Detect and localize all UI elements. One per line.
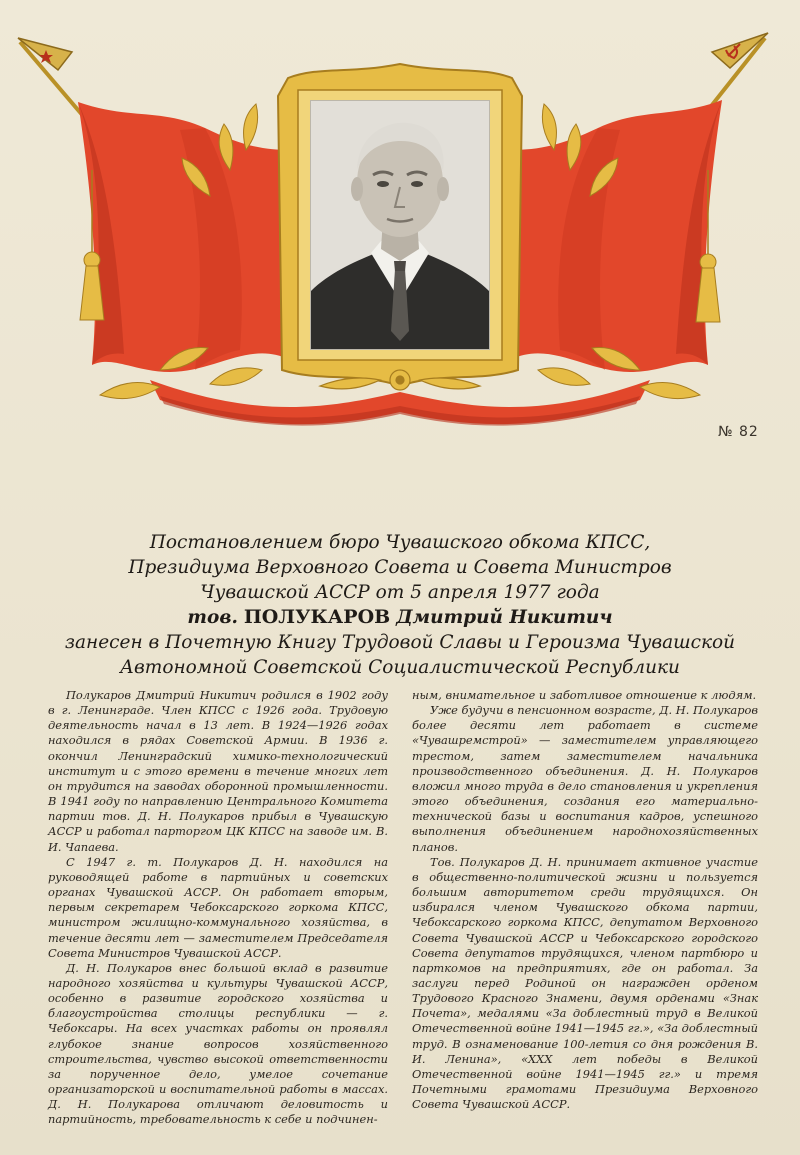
heading-line-1: Постановлением бюро Чувашского обкома КПСС, xyxy=(149,532,651,553)
heading-line-2: Президиума Верховного Совета и Совета Министров xyxy=(128,557,672,578)
bio-paragraph: Уже будучи в пенсионном возрасте, Д. Н. Полукаров более десяти лет работает в системе «Чувашремстрой» — заместителем управляющего трестом, затем заместителем начальника производственного объединения. Д. Н. Полукаров вложил много труда в дело становления и укрепления этого объединения, создания его материально-технической базы и воспитания кадров, успешного выполнения объединением народнохозяйственных планов. xyxy=(412,703,758,854)
honoree-title: тов. xyxy=(187,607,238,628)
honoree-name-line xyxy=(40,605,760,630)
biography-column-right xyxy=(412,688,758,1112)
honoree-given-names: Дмитрий Никитич xyxy=(396,607,613,628)
honoree-surname: ПОЛУКАРОВ xyxy=(243,606,391,628)
sheet-number: № 82 xyxy=(718,424,759,440)
bio-paragraph: Полукаров Дмитрий Никитич родился в 1902 году в г. Ленинграде. Член КПСС с 1926 года. Трудовую деятельность начал в 13 лет. В 1924—1926 годах находился в рядах Советской Армии. В 1936 г. окончил Ленинградский химико-технологический институт и с этого времени в течение многих лет он трудится на заводах оборонной промышленности. В 1941 году по направлению Центрального Комитета партии тов. Д. Н. Полукаров прибыл в Чувашскую АССР и работал парторгом ЦК КПСС на заводе им. В. И. Чапаева. xyxy=(48,688,388,854)
heading-line-3: Чувашской АССР от 5 апреля 1977 года xyxy=(200,582,600,603)
bio-paragraph: Д. Н. Полукаров внес большой вклад в развитие народного хозяйства и культуры Чувашской АССР, особенно в развитие городского хозяйства и благоустройства столицы республики — г. Чебоксары. На всех участках работы он проявлял глубокое знание вопросов хозяйственного строительства, чувство высокой ответственности за порученное дело, умелое сочетание организаторской и воспитательной работы в массах. Д. Н. Полукарова отличают деловитость и партийность, требовательность к себе и подчинен- xyxy=(48,960,388,1127)
biography-column-left xyxy=(48,688,388,1128)
heading-line-6: Автономной Советской Социалистической Республики xyxy=(120,657,680,678)
bio-paragraph: С 1947 г. т. Полукаров Д. Н. находился на руководящей работе в партийных и советских органах Чувашской АССР. Он работает вторым, первым секретарем Чебоксарского горкома КПСС, министром жилищно-коммунального хозяйства, в течение десяти лет — заместителем Председателя Совета Министров Чувашской АССР. xyxy=(48,854,388,960)
bio-paragraph-continued: ным, внимательное и заботливое отношение к людям. xyxy=(412,688,757,702)
right-spear-tip xyxy=(712,33,768,68)
bio-paragraph: Тов. Полукаров Д. Н. принимает активное участие в общественно-политической жизни и пользуется большим авторитетом среди трудящихся. Он избирался членом Чувашского обкома партии, Чебоксарского горкома КПСС, депутатом Верховного Совета Чувашской АССР и Чебоксарского городского Совета депутатов трудящихся, членом партбюро и парткомов на предприятиях, где он работал. За заслуги перед Родиной он награжден орденом Трудового Красного Знамени, двумя орденами «Знак Почета», медалями «За доблестный труд в Великой Отечественной войне 1941—1945 гг.», «За доблестный труд. В ознаменование 100-летия со дня рождения В. И. Ленина», «XXX лет победы в Великой Отечественной войне 1941—1945 гг.» и тремя Почетными грамотами Президиума Верховного Совета Чувашской АССР. xyxy=(412,854,758,1112)
heading-line-5: занесен в Почетную Книгу Трудовой Славы и Героизма Чувашской xyxy=(64,632,736,653)
portrait-photo xyxy=(310,100,490,350)
decree-heading xyxy=(40,530,760,680)
